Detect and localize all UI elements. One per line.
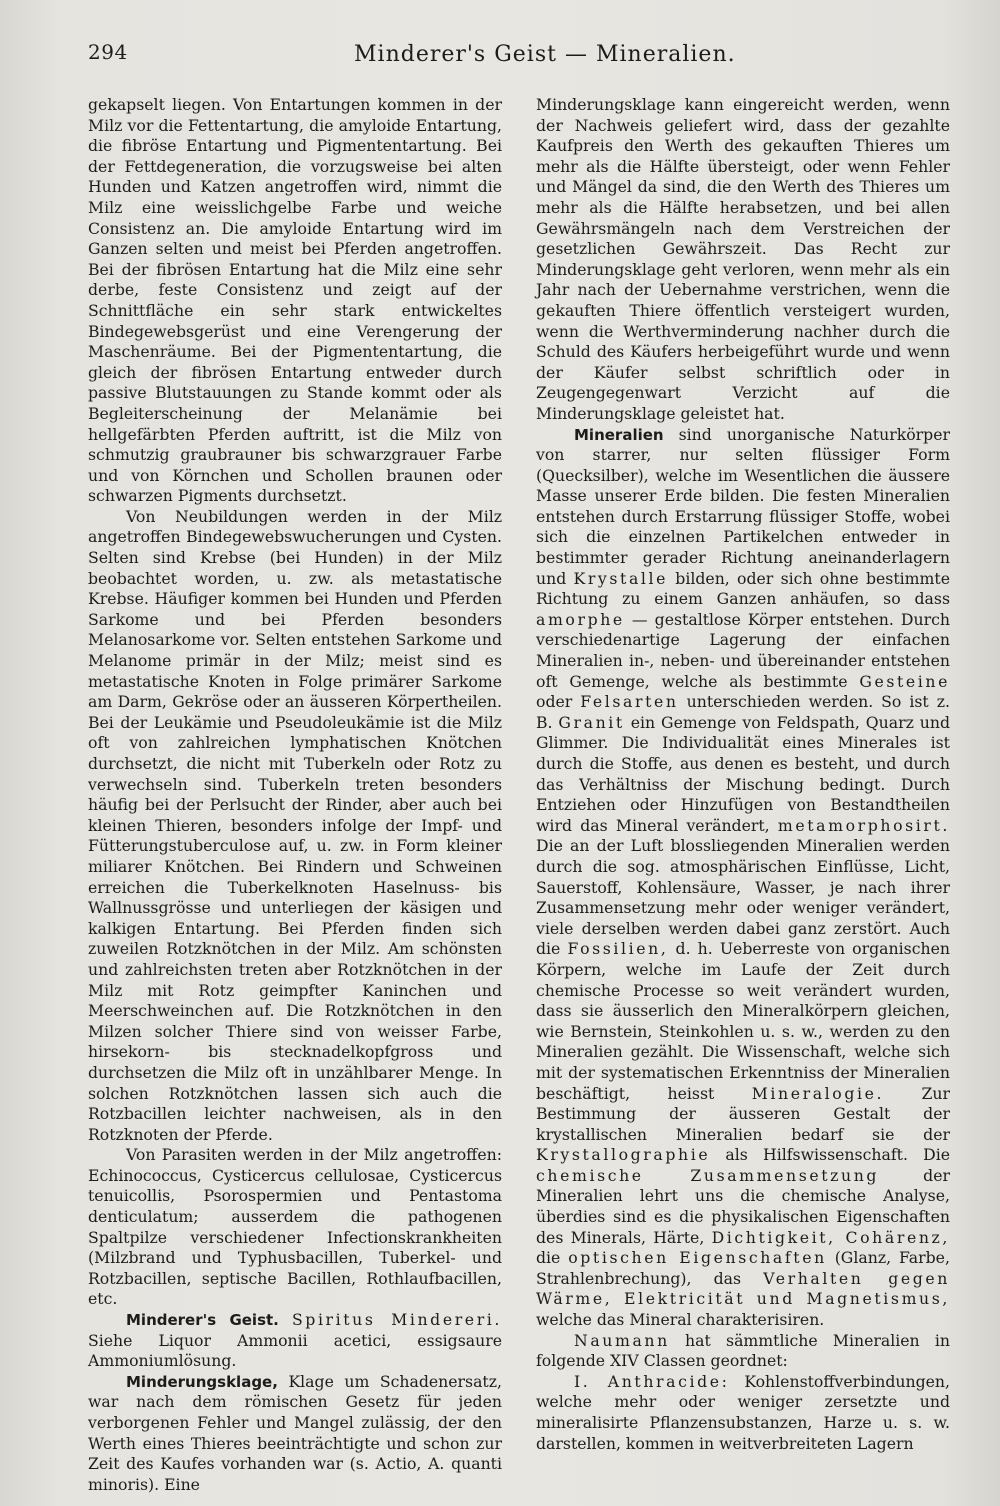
paragraph-neubildungen: Von Neubildungen werden in der Milz angetroffen Bindegewebswucherungen und Cysten. Selten sind Krebse (bei Hunden) in der Milz beobachtet worden, u. zw. als metastatische Krebse. Häufiger kommen bei Hunden und Pferden Sarkome und bei Pferden besonders Melanosarkome vor. Selten entstehen Sarkome und Melanome primär in der Milz; meist sind es metastatische Knoten in Folge primärer Sarkome am Darm, Gekröse oder an äusseren Körpertheilen. Bei der Leukämie und Pseudoleukämie ist die Milz oft von zahlreichen lymphatischen Knötchen durchsetzt, die nicht mit Tuberkeln oder Rotz zu verwechseln sind. Tuberkeln treten besonders häufig bei der Perlsucht der Rinder, aber auch bei kleinen Thieren, besonders infolge der Impf- und Fütterungstuberculose auf, u. zw. in Form kleiner miliarer Knötchen. Bei Rindern und Schweinen erreichen die Tuberkelknoten Haselnuss- bis Wallnussgrösse und unterliegen der käsigen und kalkigen Entartung. Bei Pferden finden sich zuweilen Rotzknötchen in der Milz. Am schönsten und zahlreichsten treten aber Rotzknötchen in der Milz mit Rotz geimpfter Kaninchen und Meerschweinchen auf. Die Rotzknötchen in den Milzen solcher Thiere sind von weisser Farbe, hirsekorn- bis stecknadelkopfgross und durchsetzen die Milz oft in unzählbarer Menge. In solchen Rotzknötchen lassen sich auch die Rotzbacillen leichter nachweisen, als in den Rotzknoten der Pferde.	[88, 506, 502, 1144]
spaced-term: Krystallographie	[536, 1145, 711, 1165]
spaced-term: amorphe	[536, 609, 625, 629]
lemma-minderungsklage: Minderungsklage,	[126, 1372, 278, 1391]
page-header	[88, 40, 958, 80]
spaced-term: Verhalten gegen Wärme, Elektricität und Magnetismus,	[536, 1268, 950, 1309]
spaced-term: optischen Eigenschaften	[568, 1248, 827, 1268]
text-run: d. h. Ueberreste von organischen Körpern, welche im Laufe der Zeit durch chemische Processe so weit verändert wurden, dass sie äusserlich den Mineralkörpern gleichen, wie Bernstein, Steinkohlen u. s. w., werden zu den Mineralien gezählt. Die Wissenschaft, welche sich mit der systematischen Erkenntniss der Mineralien beschäftigt, heisst	[536, 939, 950, 1103]
lemma-mineralien: Mineralien	[574, 425, 664, 444]
running-title: Minderer's Geist — Mineralien.	[354, 42, 736, 67]
spaced-term: metamorphosirt.	[777, 815, 950, 835]
spaced-term: Felsarten	[580, 692, 679, 712]
spaced-term: Gesteine	[859, 671, 950, 691]
right-column	[536, 95, 950, 1454]
lemma-minderers-geist: Minderer's Geist.	[126, 1311, 279, 1330]
text-run: Zur Bestimmung der äusseren Gestalt der krystallischen Mineralien bedarf sie der	[536, 1083, 950, 1144]
left-column	[88, 95, 502, 1495]
spaced-term: chemische Zusammensetzung	[536, 1165, 880, 1185]
entry-text: Siehe Liquor Ammonii acetici, essigsaure Ammoniumlösung.	[88, 1330, 502, 1371]
entry-text: Klage um Schadenersatz, war nach dem römischen Gesetz für jeden verborgenen Fehler und Mangel zulässig, der den Werth eines Thieres beeinträchtigte und schon zur Zeit des Kaufes vorhanden war (s. Actio, A. quanti minoris). Eine	[88, 1371, 502, 1494]
spaced-term: Mineralogie.	[751, 1083, 885, 1103]
paragraph-minderungsklage-cont: Minderungsklage kann eingereicht werden, wenn der Nachweis geliefert wird, dass der gezahlte Kaufpreis den Werth des gekauften Thieres um mehr als die Hälfte übersteigt, oder wenn Fehler und Mängel da sind, die den Werth des Thieres um mehr als die Hälfte herabsetzen, und bei allen Gewährsmängeln nach dem Verstreichen der gesetzlichen Gewährszeit. Das Recht zur Minderungsklage geht verloren, wenn mehr als ein Jahr nach der Uebernahme verstrichen, wenn die gekauften Thiere öffentlich versteigert wurden, wenn die Werthverminderung nachher durch die Schuld des Käufers herbeigeführt wurde und wenn der Käufer selbst schriftlich oder in Zeugengegenwart Verzicht auf die Minderungsklage geleistet hat.	[536, 95, 950, 423]
text-run: die	[536, 1248, 561, 1268]
entry-minderungsklage	[88, 1372, 502, 1496]
text-run: oder	[536, 692, 573, 712]
text-run: — gestaltlose Körper entstehen. Durch verschiedenartige Lagerung der einfachen Mineralien in-, neben- und übereinander entstehen oft Gemenge, welche als bestimmte	[536, 609, 950, 691]
text-run: unterschieden werden. So ist z. B.	[536, 692, 950, 732]
text-run: ein Gemenge von Feldspath, Quarz und Glimmer. Die Individualität eines Minerales ist durch die Stoffe, aus denen es besteht, und durch das Verhältniss der Mischung bedingt. Durch Entziehen oder Hinzufügen von Bestandtheilen wird das Mineral verändert,	[536, 712, 950, 835]
spaced-term: Naumann	[574, 1330, 670, 1350]
text-run: sind unorganische Naturkörper von starrer, nur selten flüssiger Form (Quecksilber), welche im Wesentlichen die äussere Masse unserer Erde bilden. Die festen Mineralien entstehen durch Erstarrung flüssiger Stoffe, wobei sich die einzelnen Partikelchen entweder in bestimmter gerader Richtung aneinanderlagern und	[536, 424, 950, 588]
text-run: Die an der Luft blossliegenden Mineralien werden durch die sog. atmosphärischen Einflüsse, Licht, Sauerstoff, Kohlensäure, Wasser, je nach ihrer Zusammensetzung mehr oder weniger verändert, viele derselben werden dabei ganz zerstört. Auch die	[536, 836, 950, 959]
text-run: welche das Mineral charakterisiren.	[536, 1310, 825, 1330]
text-run: Kohlenstoffverbindungen, welche mehr oder weniger zersetzte und mineralisirte Pflanzensubstanzen, Harze u. s. w. darstellen, kommen in weitverbreiteten Lagern	[536, 1371, 950, 1453]
page-number: 294	[88, 40, 128, 64]
text-run: als Hilfswissenschaft. Die	[725, 1145, 950, 1165]
spaced-term: Fossilien,	[567, 939, 669, 959]
paragraph-naumann	[536, 1331, 950, 1372]
entry-minderers-geist	[88, 1310, 502, 1372]
spaced-term: Krystalle	[573, 568, 669, 588]
paragraph-parasiten: Von Parasiten werden in der Milz angetroffen: Echinococcus, Cysticercus cellulosae, Cysticercus tenuicollis, Psorospermien und Pentastoma denticulatum; ausserdem die pathogenen Spaltpilze verschiedener Infectionskrankheiten (Milzbrand und Typhusbacillen, Tuberkel- und Rotzbacillen, septische Bacillen, Rothlaufbacillen, etc.	[88, 1145, 502, 1309]
entry-mineralien	[536, 425, 950, 1331]
paragraph-anthracide	[536, 1372, 950, 1454]
text-run: (Glanz, Farbe, Strahlenbrechung), das	[536, 1248, 950, 1288]
text-run: bilden, oder sich ohne bestimmte Richtung zu einem Ganzen anhäufen, so dass	[536, 568, 950, 609]
spaced-term: Spiritus Mindereri.	[291, 1310, 502, 1330]
spaced-term: I. Anthracide:	[574, 1371, 730, 1391]
paragraph-entartungen: gekapselt liegen. Von Entartungen kommen in der Milz vor die Fettentartung, die amyloide Entartung, die fibröse Entartung und Pigmententartung. Bei der Fettdegeneration, die vorzugsweise bei alten Hunden und Katzen angetroffen wird, nimmt die Milz eine weisslichgelbe Farbe und weiche Consistenz an. Die amyloide Entartung wird im Ganzen selten und meist bei Pferden angetroffen. Bei der fibrösen Entartung hat die Milz eine sehr derbe, feste Consistenz und zeigt auf der Schnittfläche ein sehr stark entwickeltes Bindegewebsgerüst und eine Verengerung der Maschenräume. Bei der Pigmententartung, die gleich der fibrösen Entartung entweder durch passive Blutstauungen zu Stande kommt oder als Begleiterscheinung der Melanämie bei hellgefärbten Pferden auftritt, ist die Milz von schmutzig graubrauner bis schwarzgrauer Farbe und von Körnchen und Schollen braunen oder schwarzen Pigments durchsetzt.	[88, 95, 502, 506]
spaced-term: Granit	[558, 712, 625, 732]
text-run: hat sämmtliche Mineralien in folgende XIV Classen geordnet:	[536, 1330, 950, 1371]
text-run: der Mineralien lehrt uns die chemische Analyse, überdies sind es die physikalischen Eigenschaften des Minerals, Härte,	[536, 1165, 950, 1247]
spaced-term: Dichtigkeit, Cohärenz,	[711, 1227, 950, 1247]
